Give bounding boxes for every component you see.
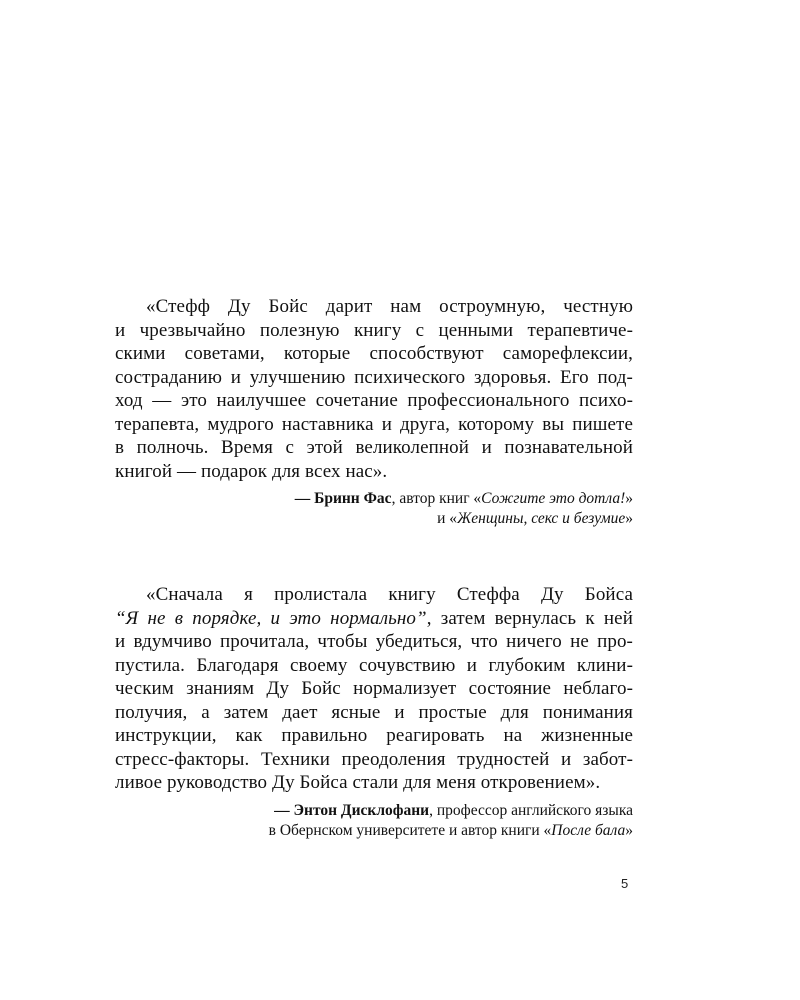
attribution-line — [115, 489, 633, 509]
quote-line: стресс-факторы. Техники преодоления трудностей и забот- — [115, 748, 633, 770]
quote-line: книгой — подарок для всех нас». — [115, 460, 388, 482]
attribution-quote-close: » — [625, 821, 633, 839]
quote-line: «Стефф Ду Бойс дарит нам остроумную, честную — [146, 296, 633, 317]
quote-text-1 — [115, 295, 633, 483]
quote-line — [115, 607, 633, 631]
quote-line: ход — это наилучшее сочетание профессионального психо- — [115, 390, 633, 411]
quoted-book-title: “Я не в порядке, и это нормально” — [115, 607, 427, 629]
quote-line: получия, а затем дает ясные и простые для понимания — [115, 701, 633, 723]
attribution-author: Энтон Дисклофани — [293, 801, 430, 819]
quote-line: инструкции, как правильно реагировать на жизненные — [115, 725, 633, 746]
attribution-quote-close: » — [625, 510, 633, 527]
attribution-line — [115, 509, 633, 529]
quote-line: состраданию и улучшению психического здоровья. Его под- — [115, 366, 633, 388]
quote-line: и чрезвычайно полезную книгу с ценными терапевтиче- — [115, 319, 633, 341]
quote-line: «Сначала я пролистала книгу Стеффа Ду Бойса — [146, 584, 633, 605]
quote-text-2 — [115, 583, 633, 795]
blurb-block-1 — [115, 295, 633, 529]
quote-line: в полночь. Время с этой великолепной и познавательной — [115, 437, 633, 458]
attribution-role: , автор книг « — [391, 490, 482, 507]
attribution-dash: — — [274, 801, 294, 819]
attribution-role: , профессор английского языка — [429, 801, 633, 819]
attribution-line — [115, 801, 633, 821]
quote-line: ливое руководство Ду Бойса стали для меня откровением». — [115, 772, 601, 793]
attribution-author: Бринн Фас — [314, 490, 392, 507]
attribution-prefix: и « — [437, 510, 458, 527]
quote-line: терапевта, мудрого наставника и друга, которому вы пишете — [115, 413, 633, 435]
attribution-book-title: После бала — [551, 821, 626, 839]
quote-line-rest: , затем вернулась к ней — [426, 607, 633, 629]
quote-line: ческим знаниям Ду Бойс нормализует состояние неблаго- — [115, 678, 633, 699]
quote-line: и вдумчиво прочитала, чтобы убедиться, что ничего не про- — [115, 631, 633, 652]
attribution-1 — [115, 489, 633, 529]
page-content — [115, 295, 633, 841]
attribution-2 — [115, 801, 633, 841]
attribution-dash: — — [294, 490, 315, 507]
attribution-book-title: Сожгите это дотла! — [481, 490, 626, 507]
attribution-book-title: Женщины, секс и безумие — [457, 510, 626, 527]
page-number: 5 — [621, 876, 629, 891]
quote-line: пустила. Благодаря своему сочувствию и глубоким клини- — [115, 654, 633, 676]
blurb-block-2 — [115, 583, 633, 841]
quote-line: скими советами, которые способствуют саморефлексии, — [115, 343, 633, 364]
attribution-quote-close: » — [625, 490, 633, 507]
attribution-prefix: в Обернском университете и автор книги « — [268, 821, 552, 839]
attribution-line — [115, 821, 633, 841]
